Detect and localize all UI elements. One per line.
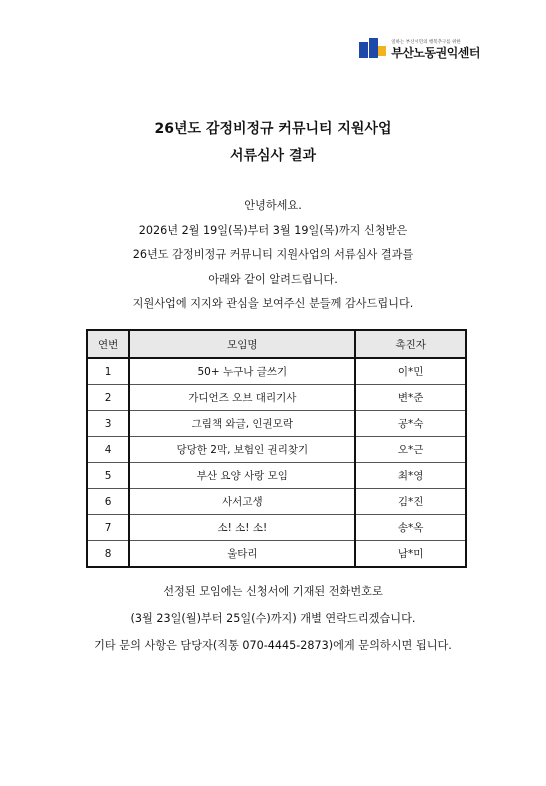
closing-line: 선정된 모임에는 신청서에 기재된 전화번호로 [163,585,383,598]
header-facilitator: 촉진자 [355,330,466,358]
table-row [87,541,466,568]
cell-number: 5 [87,463,129,489]
organization-logo [359,38,480,62]
cell-number: 8 [87,541,129,568]
cell-group-name: 부산 요양 사랑 모임 [129,463,355,489]
intro-line: 26년도 감정비정규 커뮤니티 지원사업의 서류심사 결과를 [132,248,414,262]
closing-paragraph [0,578,546,659]
cell-facilitator: 공*숙 [355,411,466,437]
cell-facilitator: 변*준 [355,385,466,411]
cell-group-name: 사서고생 [129,489,355,515]
cell-number: 4 [87,437,129,463]
table-row [87,358,466,385]
table-row [87,385,466,411]
intro-line: 2026년 2월 19일(목)부터 3월 19일(목)까지 신청받은 [138,223,408,237]
cell-group-name: 50+ 누구나 글쓰기 [129,358,355,385]
intro-line: 아래와 같이 알려드립니다. [208,272,338,286]
cell-group-name: 울타리 [129,541,355,568]
intro-paragraph [0,194,546,317]
logo-tagline: 일하는 부산시민의 행복추구를 위한 [391,39,461,45]
table-row [87,515,466,541]
intro-line: 안녕하세요. [244,199,302,212]
document-subtitle: 서류심사 결과 [229,148,317,164]
cell-number: 2 [87,385,129,411]
document-title: 26년도 감정비정규 커뮤니티 지원사업 [154,121,392,137]
cell-number: 3 [87,411,129,437]
table-row [87,463,466,489]
cell-group-name: 그림책 와글, 인권모락 [129,411,355,437]
table-row [87,489,466,515]
cell-group-name: 소! 소! 소! [129,515,355,541]
cell-facilitator: 최*영 [355,463,466,489]
cell-facilitator: 송*옥 [355,515,466,541]
intro-line: 지원사업에 지지와 관심을 보여주신 분들께 감사드립니다. [132,297,414,311]
cell-facilitator: 오*근 [355,437,466,463]
cell-facilitator: 남*미 [355,541,466,568]
closing-line: (3월 23일(월)부터 25일(수)까지) 개별 연락드리겠습니다. [130,612,416,625]
cell-facilitator: 김*진 [355,489,466,515]
logo-mark-icon [359,38,387,62]
cell-group-name: 가디언즈 오브 대리기사 [129,385,355,411]
cell-number: 7 [87,515,129,541]
header-group-name: 모임명 [129,330,355,358]
closing-line: 기타 문의 사항은 담당자(직통 070-4445-2873)에게 문의하시면 됩니다. [94,639,452,652]
results-table [86,329,467,568]
cell-number: 1 [87,358,129,385]
logo-name: 부산노동권익센터 [391,46,480,61]
table-row [87,437,466,463]
header-number: 연번 [87,330,129,358]
cell-facilitator: 이*민 [355,358,466,385]
cell-number: 6 [87,489,129,515]
table-row [87,411,466,437]
table-header-row [87,330,466,358]
cell-group-name: 당당한 2막, 보험인 권리찾기 [129,437,355,463]
